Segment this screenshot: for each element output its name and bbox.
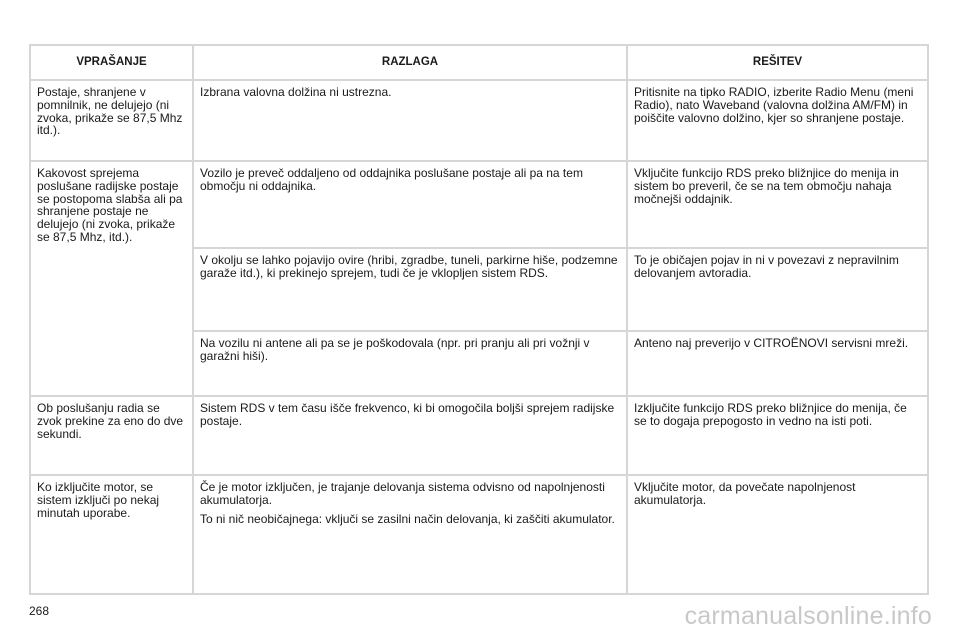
solution-cell: Vključite motor, da povečate napolnjenost akumulatorja. — [634, 480, 856, 507]
cause-cell: V okolju se lahko pojavijo ovire (hribi, zgradbe, tuneli, parkirne hiše, podzemne garaže itd.), ki prekinejo sprejem, tudi če je vklopljen sistem RDS. — [194, 249, 628, 332]
troubleshooting-table — [29, 44, 929, 595]
solution-cell: Pritisnite na tipko RADIO, izberite Radio Menu (meni Radio), nato Waveband (valovna dolžina AM/FM) in poiščite valovno dolžino, kjer so shranjene postaje. — [628, 81, 927, 162]
header-solution: REŠITEV — [628, 46, 927, 81]
solution-cell: To je običajen pojav in ni v povezavi z nepravilnim delovanjem avtoradia. — [628, 249, 927, 332]
page-number: 268 — [29, 604, 50, 618]
cause-cell: Izbrana valovna dolžina ni ustrezna. — [194, 81, 628, 162]
header-question: VPRAŠANJE — [31, 46, 194, 81]
question-cell: Ob poslušanju radia se zvok prekine za eno do dve sekundi. — [31, 397, 194, 476]
cause-cell: Sistem RDS v tem času išče frekvenco, ki bi omogočila boljši sprejem radijske postaje. — [194, 397, 628, 476]
solution-cell: Anteno naj preverijo v CITROËNOVI servisni mreži. — [628, 332, 927, 397]
question-cell: Kakovost sprejema poslušane radijske postaje se postopoma slabša ali pa shranjene postaje ne delujejo (ni zvoka, prikaže se 87,5 Mhz, itd.). — [31, 162, 194, 397]
question-cell: Postaje, shranjene v pomnilnik, ne delujejo (ni zvoka, prikaže se 87,5 Mhz itd.). — [31, 81, 194, 162]
cause-cell: Na vozilu ni antene ali pa se je poškodovala (npr. pri pranju ali pri vožnji v garažni hiši). — [194, 332, 628, 397]
watermark: carmanualsonline.info — [684, 602, 932, 630]
cause-cell: Vozilo je preveč oddaljeno od oddajnika poslušane postaje ali pa na tem območju ni oddajnika. — [194, 162, 628, 249]
header-explanation: RAZLAGA — [194, 46, 628, 81]
cause-cell — [194, 476, 628, 593]
cause-paragraph: Če je motor izključen, je trajanje delovanja sistema odvisno od napolnjenosti akumulatorja. — [200, 480, 605, 507]
table-grid — [31, 46, 927, 593]
cause-paragraph: To ni nič neobičajnega: vključi se zasilni način delovanja, ki zaščiti akumulator. — [200, 511, 615, 526]
solution-cell: Izključite funkcijo RDS preko bližnjice do menija, če se to dogaja prepogosto in vedno na isti poti. — [628, 397, 927, 476]
solution-cell: Vključite funkcijo RDS preko bližnjice do menija in sistem bo preveril, če se na tem območju nahaja močnejši oddajnik. — [628, 162, 927, 249]
question-cell: Ko izključite motor, se sistem izključi po nekaj minutah uporabe. — [31, 476, 194, 593]
